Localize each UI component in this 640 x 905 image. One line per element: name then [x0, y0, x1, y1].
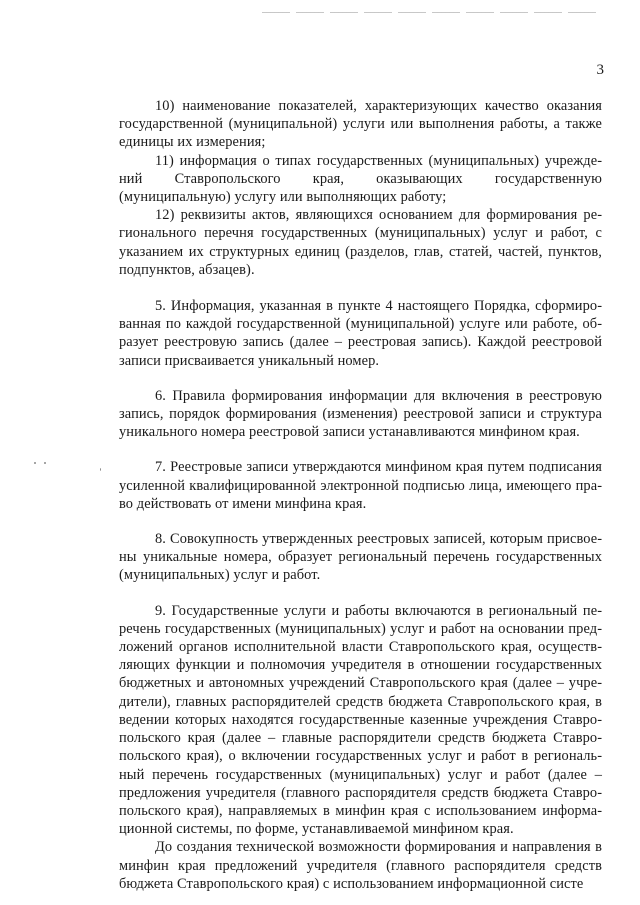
scan-speck — [100, 468, 101, 471]
paragraph-5: 5. Информация, указанная в пункте 4 настоящего Порядка, сформированная по каждой государственной (муниципальной) услуге или работе, образует реестровую запись (далее – реестровая запись). Каждой реестровой записи присваивается уникальный номер. — [119, 298, 602, 369]
paragraph-7: 7. Реестровые записи утверждаются минфином края путем подписания усиленной квалифицированной электронной подписью лица, имеющего право действовать от имени минфина края. — [119, 459, 602, 512]
scan-speck — [34, 462, 36, 464]
document-body — [119, 97, 602, 893]
paragraph-9: 9. Государственные услуги и работы включаются в региональный перечень государственных (муниципальных) услуг и работ на основании предложений органов исполнительной власти Ставропольского края, осуществляющих функции и полномочия учредителя в отношении государственных бюджетных и автономных учреждений Ставропольского края (далее – учредители), главных распорядителей средств бюджета Ставропольского края, в ведении которых находятся государственные казенные учреждения Ставропольского края (далее – главные распорядители средств бюджета Ставропольского края), о включении государственных услуг и работ в региональный перечень государственных (муниципальных) услуг и работ (далее – предложения учредителя (главного распорядителя средств бюджета Ставропольского края), направляемых в минфин края с использованием информационной системы, по форме, устанавливаемой минфином края. — [119, 602, 602, 838]
paragraph-9-continuation: До создания технической возможности формирования и направления в минфин края предложений учредителя (главного распорядителя средств бюджета Ставропольского края) с использованием информационной систе — [119, 839, 602, 892]
paragraph-item-10: 10) наименование показателей, характеризующих качество оказания государственной (муниципальной) услуги или выполнения работы, а также единицы их измерения; — [119, 98, 602, 151]
paragraph-item-12: 12) реквизиты актов, являющихся основанием для формирования регионального перечня государственных (муниципальных) услуг и работ, с указанием их структурных единиц (разделов, глав, статей, частей, пунктов, подпунктов, абзацев). — [119, 207, 602, 278]
paragraph-item-11: 11) информация о типах государственных (муниципальных) учреждений Ставропольского края, оказывающих государственную (муниципальную) услугу или выполняющих работу; — [119, 152, 602, 206]
paragraph-8: 8. Совокупность утвержденных реестровых записей, которым присвоены уникальные номера, образует региональный перечень государственных (муниципальных) услуг и работ. — [119, 531, 602, 584]
page-number: 3 — [596, 62, 604, 78]
scan-speck — [44, 462, 46, 464]
paragraph-6: 6. Правила формирования информации для включения в реестровую запись, порядок формирования (изменения) реестровой записи и структура уникального номера реестровой записи устанавливаются минфином края. — [119, 387, 602, 441]
scan-artifact-line — [262, 12, 602, 13]
